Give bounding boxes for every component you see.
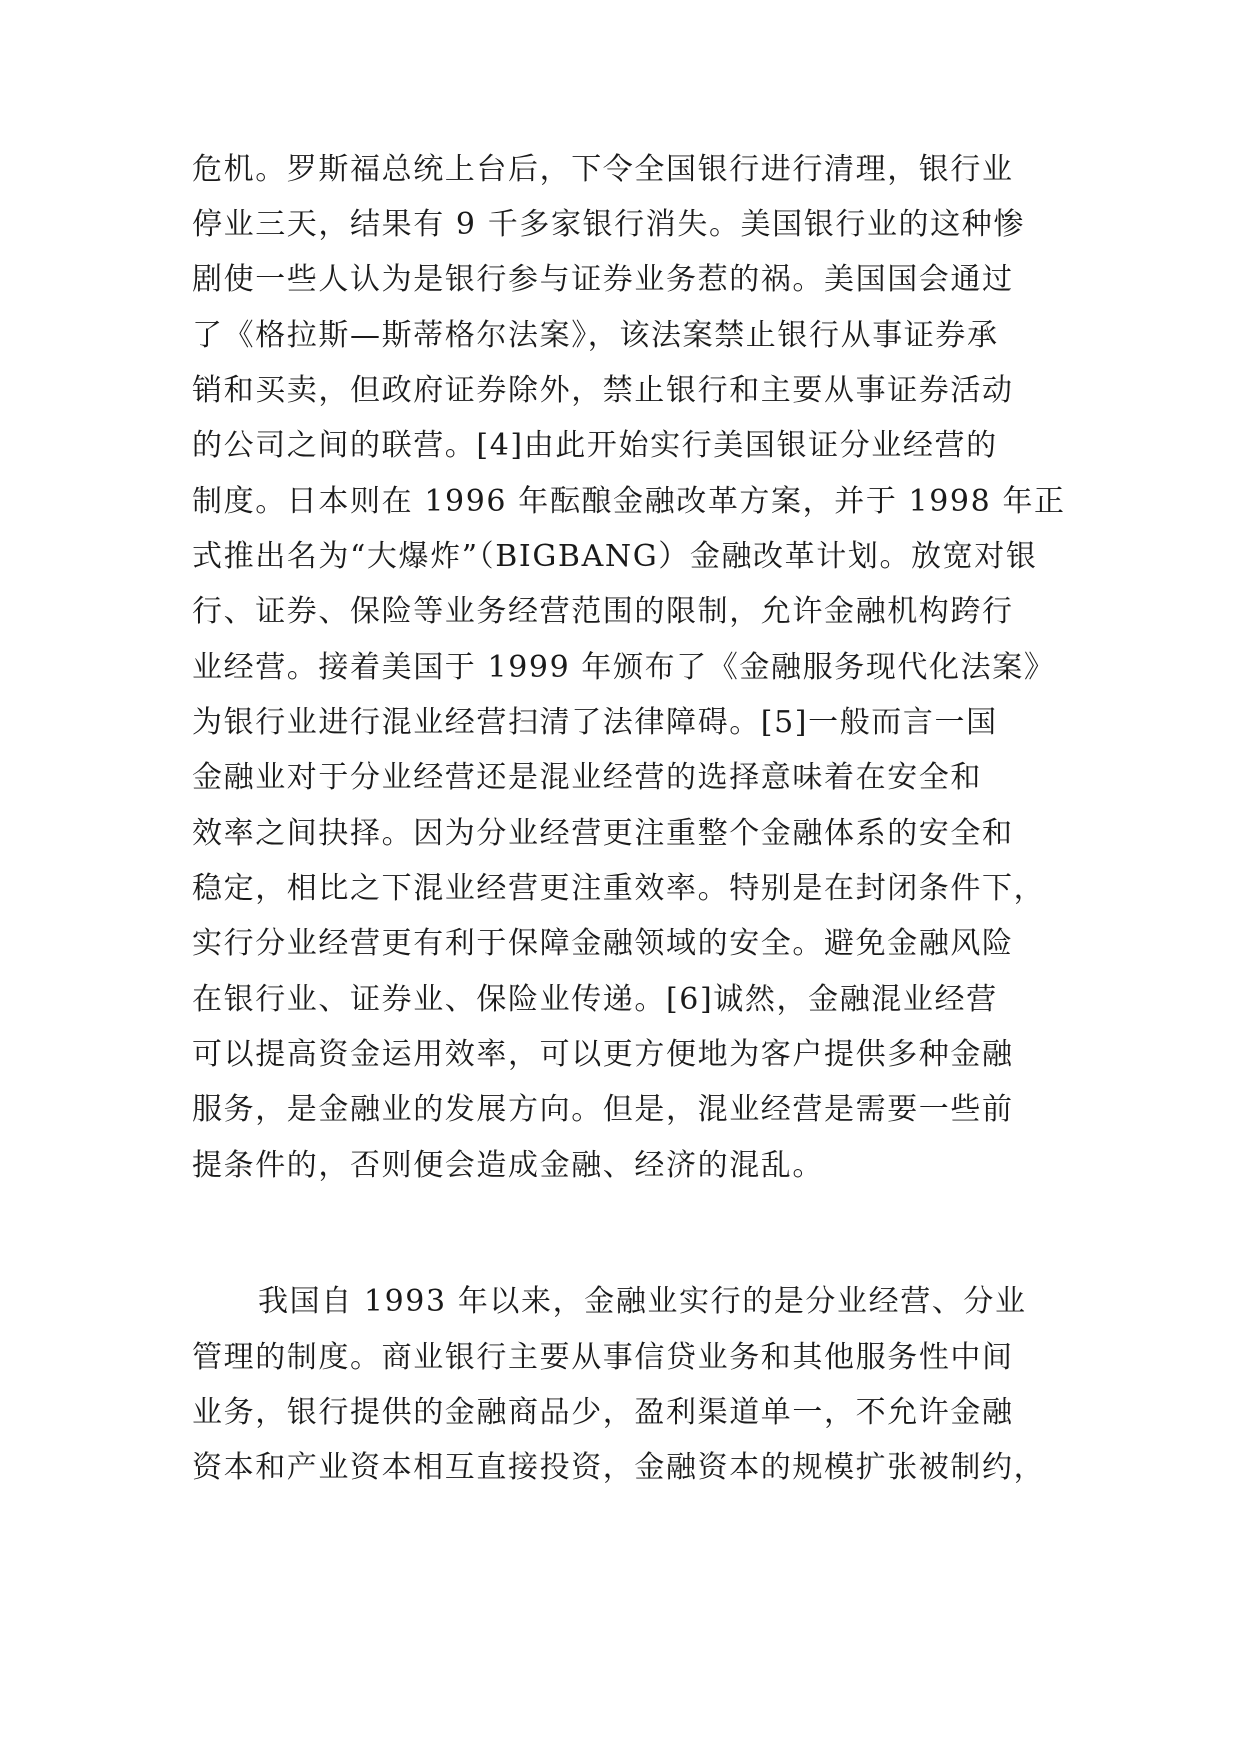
- text-line: 式推出名为“大爆炸”（BIGBANG）金融改革计划。放宽对银: [192, 539, 1038, 574]
- text-line: 服务，是金融业的发展方向。但是，混业经营是需要一些前: [192, 1092, 1014, 1127]
- text-line: 的公司之间的联营。[4]由此开始实行美国银证分业经营的: [192, 428, 998, 463]
- text-line: 管理的制度。商业银行主要从事信贷业务和其他服务性中间: [192, 1340, 1014, 1375]
- text-line: 了《格拉斯—斯蒂格尔法案》，该法案禁止银行从事证券承: [192, 318, 999, 353]
- text-line: 业务，银行提供的金融商品少，盈利渠道单一，不允许金融: [192, 1395, 1014, 1430]
- text-line: 制度。日本则在 1996 年酝酿金融改革方案，并于 1998 年正: [192, 484, 1066, 519]
- text-line: 销和买卖，但政府证券除外，禁止银行和主要从事证券活动: [192, 373, 1014, 408]
- text-line: 效率之间抉择。因为分业经营更注重整个金融体系的安全和: [192, 816, 1014, 851]
- text-line: 提条件的，否则便会造成金融、经济的混乱。: [192, 1148, 824, 1183]
- text-line: 危机。罗斯福总统上台后，下令全国银行进行清理，银行业: [192, 152, 1014, 187]
- text-line: 实行分业经营更有利于保障金融领域的安全。避免金融风险: [192, 926, 1014, 961]
- text-line: 行、证券、保险等业务经营范围的限制，允许金融机构跨行: [192, 594, 1014, 629]
- text-line: 剧使一些人认为是银行参与证券业务惹的祸。美国国会通过: [192, 262, 1014, 297]
- text-line: 可以提高资金运用效率，可以更方便地为客户提供多种金融: [192, 1037, 1014, 1072]
- text-line: 停业三天，结果有 9 千多家银行消失。美国银行业的这种惨: [192, 207, 1025, 242]
- text-line: 为银行业进行混业经营扫清了法律障碍。[5]一般而言一国: [192, 705, 998, 740]
- text-line: 金融业对于分业经营还是混业经营的选择意味着在安全和: [192, 760, 982, 795]
- text-line: 稳定，相比之下混业经营更注重效率。特别是在封闭条件下，: [192, 871, 1046, 906]
- text-line: 在银行业、证券业、保险业传递。[6]诚然，金融混业经营: [192, 982, 998, 1017]
- text-line: 业经营。接着美国于 1999 年颁布了《金融服务现代化法案》: [192, 650, 1056, 685]
- text-line: 资本和产业资本相互直接投资，金融资本的规模扩张被制约，: [192, 1450, 1046, 1485]
- text-line: 我国自 1993 年以来，金融业实行的是分业经营、分业: [258, 1284, 1027, 1319]
